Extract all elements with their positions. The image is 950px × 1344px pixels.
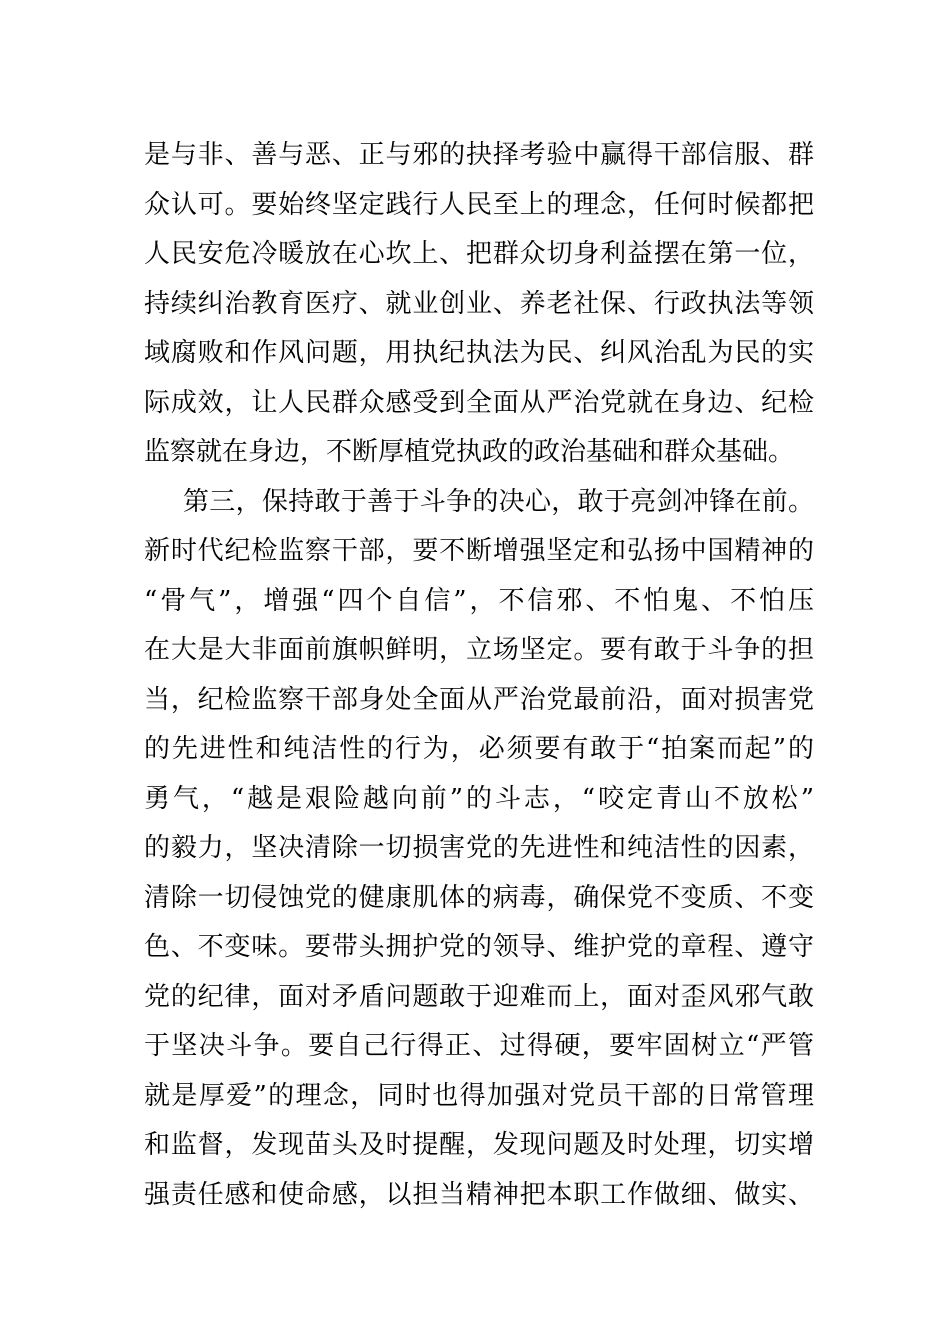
- text-line: 持续纠治教育医疗、就业创业、养老社保、行政执法等领: [144, 288, 814, 319]
- text-line: 在大是大非面前旗帜鲜明，立场坚定。要有敢于斗争的担: [144, 635, 814, 665]
- paragraph-heading-line: 第三，保持敢于善于斗争的决心，敢于亮剑冲锋在前。: [183, 486, 814, 517]
- text-line: 域腐败和作风问题，用执纪执法为民、纠风治乱为民的实: [144, 338, 814, 368]
- text-line: 的先进性和纯洁性的行为，必须要有敢于“拍案而起”的: [144, 734, 814, 764]
- text-line: 众认可。要始终坚定践行人民至上的理念，任何时候都把: [144, 189, 814, 220]
- text-line: “骨气”，增强“四个自信”，不信邪、不怕鬼、不怕压: [144, 585, 814, 616]
- text-line: 是与非、善与恶、正与邪的抉择考验中赢得干部信服、群: [144, 140, 814, 170]
- text-line: 就是厚爱”的理念，同时也得加强对党员干部的日常管理: [144, 1080, 814, 1111]
- text-line: 当，纪检监察干部身处全面从严治党最前沿，面对损害党: [144, 684, 814, 715]
- text-line: 于坚决斗争。要自己行得正、过得硬，要牢固树立“严管: [144, 1031, 814, 1061]
- text-line: 勇气，“越是艰险越向前”的斗志，“咬定青山不放松”: [144, 783, 814, 814]
- text-line: 人民安危冷暖放在心坎上、把群众切身利益摆在第一位，: [144, 239, 814, 269]
- text-line: 强责任感和使命感，以担当精神把本职工作做细、做实、: [144, 1179, 814, 1210]
- text-line: 清除一切侵蚀党的健康肌体的病毒，确保党不变质、不变: [144, 882, 814, 913]
- text-line: 的毅力，坚决清除一切损害党的先进性和纯洁性的因素，: [144, 833, 814, 863]
- paragraph-end-line: 监察就在身边，不断厚植党执政的政治基础和群众基础。: [144, 437, 795, 467]
- text-line: 党的纪律，面对矛盾问题敢于迎难而上，面对歪风邪气敢: [144, 981, 814, 1012]
- text-line: 新时代纪检监察干部，要不断增强坚定和弘扬中国精神的: [144, 536, 814, 566]
- text-line: 色、不变味。要带头拥护党的领导、维护党的章程、遵守: [144, 932, 814, 962]
- text-line: 际成效，让人民群众感受到全面从严治党就在身边、纪检: [144, 387, 814, 418]
- text-line: 和监督，发现苗头及时提醒，发现问题及时处理，切实增: [144, 1130, 814, 1160]
- document-body-text: [144, 131, 814, 1220]
